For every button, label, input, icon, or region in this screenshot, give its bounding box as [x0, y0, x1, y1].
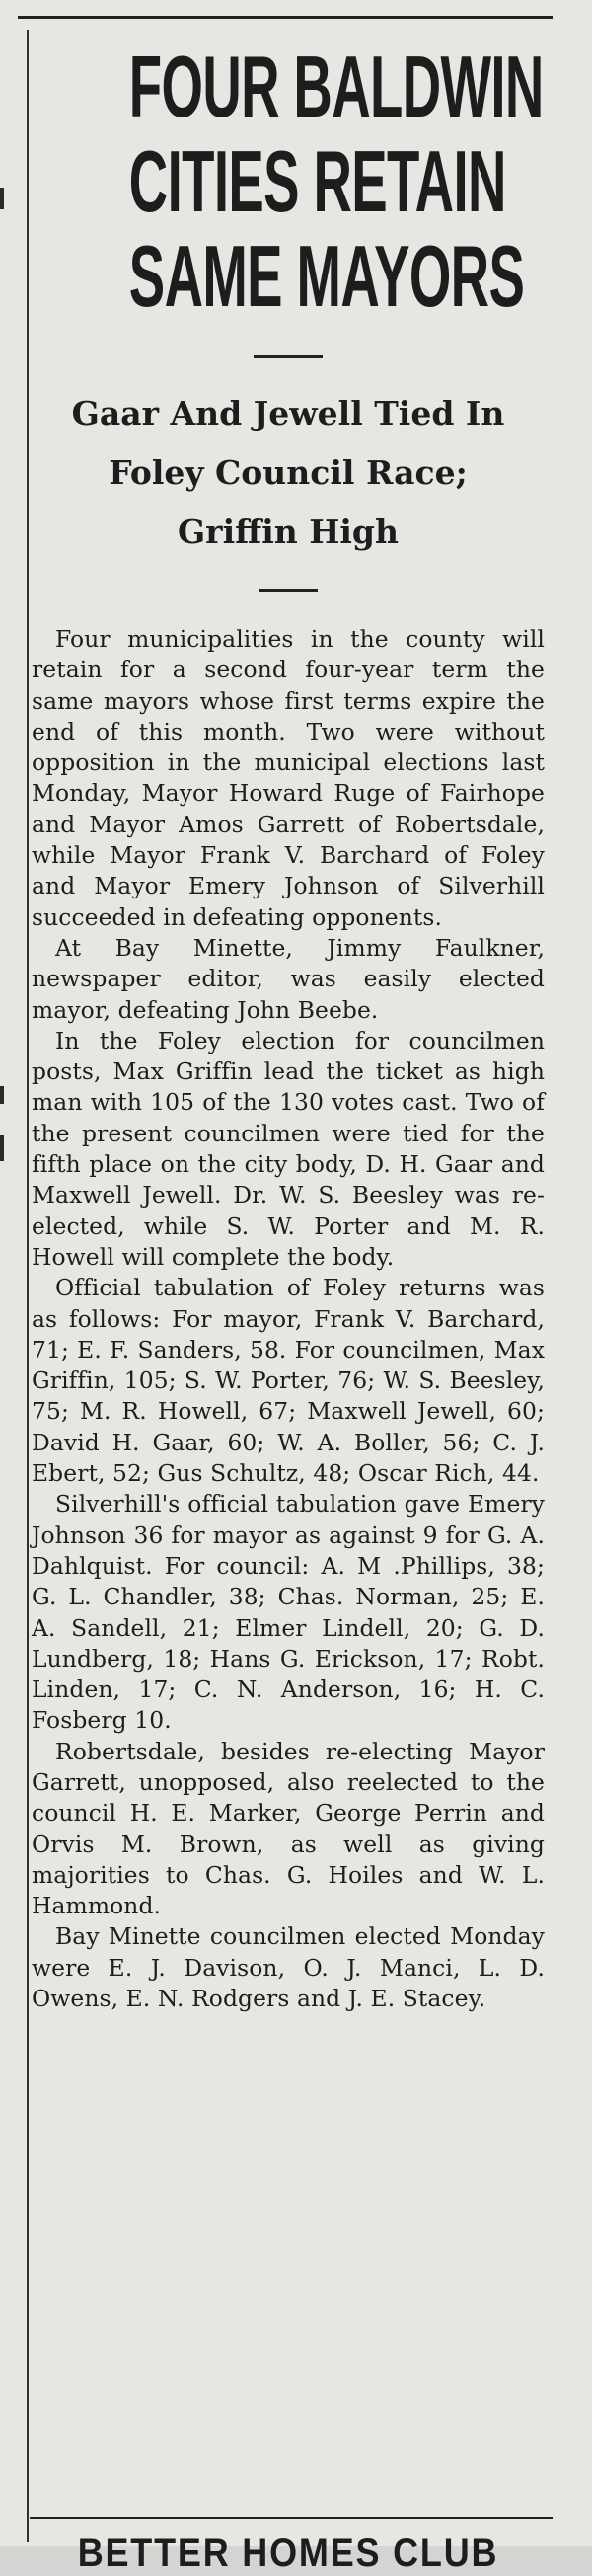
edge-mark [0, 188, 4, 209]
paragraph: Official tabulation of Foley returns was as follows: For mayor, Frank V. Barchard, 71; E. F. Sanders, 58. For councilmen, Max Griffin, 105; S. W. Porter, 76; W. S. Beesley, 75; M. R. Howell, 67; Maxwell Jewell, 60; David H. Gaar, 60; W. A. Boller, 56; C. J. Ebert, 52; Gus Schultz, 48; Oscar Rich, 44. [32, 1274, 545, 1488]
paragraph: Bay Minette councilmen elected Monday were E. J. Davison, O. J. Manci, L. D. Owens, E. N. Rodgers and J. E. Stacey. [32, 1922, 545, 2013]
article [32, 39, 545, 2014]
headline-line-1: FOUR BALDWIN [128, 38, 544, 135]
article-body [32, 624, 545, 2014]
paragraph: At Bay Minette, Jimmy Faulkner, newspaper editor, was easily elected mayor, defeating John Beebe. [32, 933, 545, 1024]
paragraph: Robertsdale, besides re-electing Mayor Garrett, unopposed, also reelected to the council H. E. Marker, George Perrin and Orvis M. Brown, as well as giving majorities to Chas. G. Hoiles and W. L. Hammond. [32, 1737, 545, 1920]
subheadline-line-1: Gaar And Jewell Tied In [71, 394, 505, 432]
next-article-heading [32, 2516, 545, 2575]
subheadline-line-3: Griffin High [178, 512, 399, 551]
column-rule [27, 30, 29, 2542]
top-rule [18, 16, 553, 19]
headline-line-3: SAME MAYORS [128, 227, 525, 325]
next-article-heading-text: BETTER HOMES CLUB [77, 2532, 499, 2575]
headline [128, 38, 544, 325]
subheadline [32, 384, 545, 562]
paragraph: Silverhill's official tabulation gave Emery Johnson 36 for mayor as against 9 for G. A. Dahlquist. For council: A. M .Phillips, 38; G. L. Chandler, 38; Chas. Norman, 25; E. A. Sandell, 21; Elmer Lindell, 20; G. D. Lundberg, 18; Hans G. Erickson, 17; Robt. Linden, 17; C. N. Anderson, 16; H. C. Fosberg 10. [32, 1490, 545, 1735]
edge-mark [0, 1086, 4, 1104]
paragraph: In the Foley election for councilmen posts, Max Griffin lead the ticket as high man with 105 of the 130 votes cast. Two of the present councilmen were tied for the fifth place on the city body, D. H. Gaar and Maxwell Jewell. Dr. W. S. Beesley was re-elected, while S. W. Porter and M. R. Howell will complete the body. [32, 1026, 545, 1271]
headline-divider [254, 355, 323, 358]
paragraph: Four municipalities in the county will retain for a second four-year term the same mayors whose first terms expire the end of this month. Two were without opposition in the municipal elections last Monday, Mayor Howard Ruge of Fairhope and Mayor Amos Garrett of Robertsdale, while Mayor Frank V. Barchard of Foley and Mayor Emery Johnson of Silverhill succeeded in defeating opponents. [32, 625, 545, 931]
subheadline-line-2: Foley Council Race; [109, 453, 468, 492]
subheadline-divider [259, 589, 318, 592]
edge-mark [0, 1135, 4, 1161]
headline-line-2: CITIES RETAIN [128, 132, 506, 230]
